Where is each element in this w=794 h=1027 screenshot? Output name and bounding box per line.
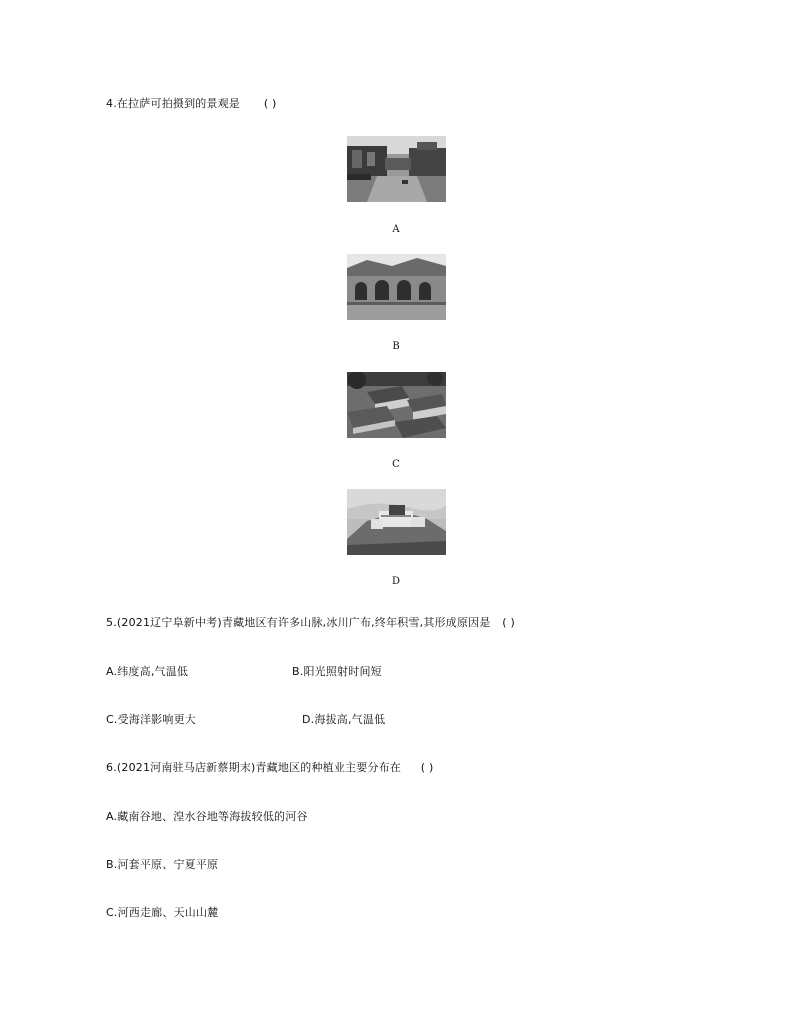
question-6-text: 6.(2021河南驻马店新蔡期末)青藏地区的种植业主要分布在 xyxy=(106,761,402,774)
q5-option-c: C.受海洋影响更大 xyxy=(106,713,196,726)
option-b-label: B xyxy=(392,341,400,352)
q5-option-d: D.海拔高,气温低 xyxy=(302,713,386,726)
potala-palace-image xyxy=(347,489,446,555)
option-d-label: D xyxy=(391,576,401,587)
cave-dwelling-image xyxy=(347,254,446,320)
question-6-stem xyxy=(106,761,433,775)
courtyard-houses-image xyxy=(347,372,446,438)
question-5-stem xyxy=(106,616,515,630)
q5-option-b: B.阳光照射时间短 xyxy=(292,665,382,678)
question-5-text: 5.(2021辽宁阜新中考)青藏地区有许多山脉,冰川广布,终年积雪,其形成原因是 xyxy=(106,616,491,629)
option-a-label: A xyxy=(392,224,400,235)
answer-parentheses: ( ) xyxy=(263,97,277,110)
photo-option-b xyxy=(347,254,446,320)
q6-option-b: B.河套平原、宁夏平原 xyxy=(106,858,219,871)
question-4-stem xyxy=(106,97,277,111)
photo-option-a xyxy=(347,136,446,202)
question-4-text: 4.在拉萨可拍摄到的景观是 xyxy=(106,97,241,110)
answer-parentheses: ( ) xyxy=(502,616,515,629)
answer-parentheses: ( ) xyxy=(420,761,434,774)
q6-option-a: A.藏南谷地、湟水谷地等海拔较低的河谷 xyxy=(106,810,308,823)
option-c-label: C xyxy=(392,459,400,470)
photo-option-c xyxy=(347,372,446,438)
q5-option-a: A.纬度高,气温低 xyxy=(106,665,189,678)
q6-option-c: C.河西走廊、天山山麓 xyxy=(106,906,219,919)
water-town-image xyxy=(347,136,446,202)
photo-option-d xyxy=(347,489,446,555)
